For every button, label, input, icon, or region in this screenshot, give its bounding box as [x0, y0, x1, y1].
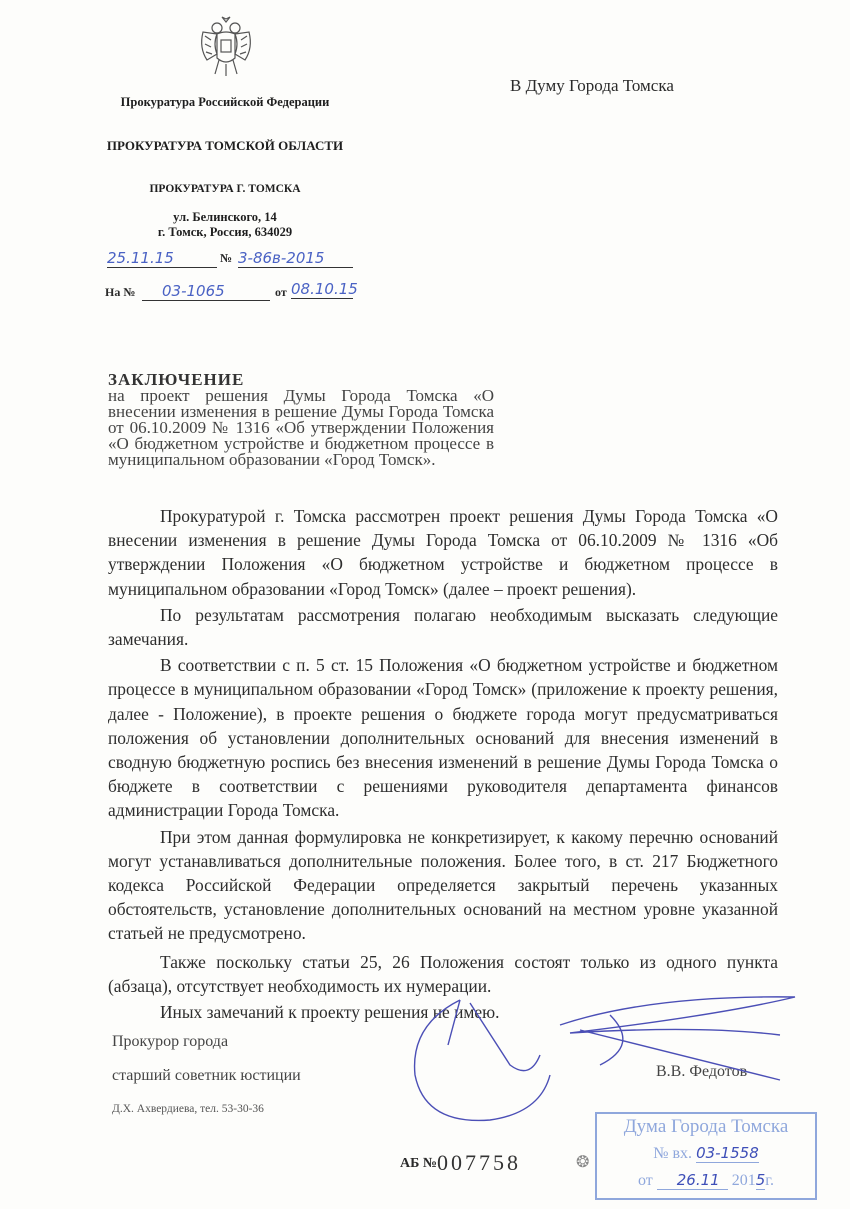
registration-stamp: [595, 1112, 817, 1200]
paragraph: Прокуратурой г. Томска рассмотрен проект решения Думы Города Томска «О внесении изменения в решение Думы Города Томска от 06.10.2009 № 1316 «Об утверждении Положения «О бюджетном устройстве и бюджетном процессе в муниципальном образовании «Город Томск» (далее – проект решения).: [108, 506, 778, 599]
org-name: Прокуратура Российской Федерации: [120, 95, 330, 109]
paragraph: Иных замечаний к проекту решения не имею.: [160, 1002, 500, 1023]
ornament-icon: ❂: [576, 1154, 590, 1171]
signature-icon: [400, 985, 820, 1125]
title-heading: ЗАКЛЮЧЕНИЕ: [108, 370, 245, 389]
outgoing-date: 25.11.15: [107, 249, 217, 268]
ref-label: На №: [105, 285, 136, 299]
stamp-date-label: от: [637, 1172, 653, 1189]
executor-info: Д.Х. Ахвердиева, тел. 53-30-36: [112, 1103, 264, 1115]
paragraph: Также поскольку статьи 25, 26 Положения состоят только из одного пункта (абзаца), отсутствует необходимость их нумерации.: [108, 951, 778, 996]
document-body: [108, 504, 778, 1024]
address-street: ул. Белинского, 14: [173, 210, 277, 224]
form-number: 007758: [437, 1150, 521, 1175]
address-city: г. Томск, Россия, 634029: [157, 225, 293, 239]
title-subject: на проект решения Думы Города Томска «О внесении изменения в решение Думы Города Томска от 06.10.2009 № 1316 «Об утверждении Положения «О бюджетном устройстве и бюджетном процессе в муниципальном образовании «Город Томск».: [108, 386, 494, 469]
number-label: №: [220, 251, 233, 265]
coat-of-arms-icon: [195, 14, 257, 80]
regional-org-name: ПРОКУРАТУРА ТОМСКОЙ ОБЛАСТИ: [106, 138, 344, 153]
document-title: [108, 372, 494, 468]
signer-name: В.В. Федотов: [656, 1063, 748, 1080]
addressee: В Думу Города Томска: [510, 76, 674, 95]
stamp-date: 26.11: [657, 1171, 728, 1190]
outgoing-number: 3-86в-2015: [238, 249, 353, 268]
stamp-date-row: [597, 1167, 815, 1194]
signer-rank: старший советник юстиции: [112, 1067, 301, 1084]
stamp-year-unit: г.: [765, 1172, 775, 1189]
form-number-label: АБ №: [400, 1156, 437, 1171]
reference-line: [105, 280, 365, 302]
paragraph: В соответствии с п. 5 ст. 15 Положения «О бюджетном устройстве и бюджетном процессе в муниципальном образовании «Город Томск» (приложение к проекту решения, далее - Положение), в проекте решения о бюджете города могут предусматриваться положения об установлении дополнительных оснований для внесения изменений в сводную бюджетную роспись без внесения изменений в решение Думы Города Томска о бюджете в соответствии с решениями руководителя департамента финансов администрации Города Томска.: [108, 655, 778, 821]
paragraph: При этом данная формулировка не конкретизирует, к какому перечню оснований могут устанавливаться дополнительные положения. Более того, в ст. 217 Бюджетного кодекса Российской Федерации определяется закрытый перечень указанных обстоятельств, установление дополнительных оснований на местном уровне указанной статьей не предусмотрено.: [108, 826, 778, 944]
paragraph: По результатам рассмотрения полагаю необходимым высказать следующие замечания.: [108, 604, 778, 650]
ref-number: 03-1065: [142, 282, 270, 301]
city-org-name: ПРОКУРАТУРА Г. ТОМСКА: [149, 183, 301, 195]
stamp-in-label: № вх.: [653, 1145, 693, 1162]
stamp-year-prefix: 201: [731, 1172, 756, 1189]
signer-position: Прокурор города: [112, 1033, 229, 1050]
outgoing-number-line: [105, 247, 355, 269]
ref-date-label: от: [275, 285, 287, 299]
stamp-in-number: 03-1558: [696, 1144, 759, 1162]
stamp-year-suffix: 5: [755, 1171, 766, 1189]
stamp-title: Дума Города Томска: [623, 1116, 789, 1137]
stamp-in-number-row: [597, 1140, 815, 1167]
ref-date: 08.10.15: [291, 280, 358, 298]
